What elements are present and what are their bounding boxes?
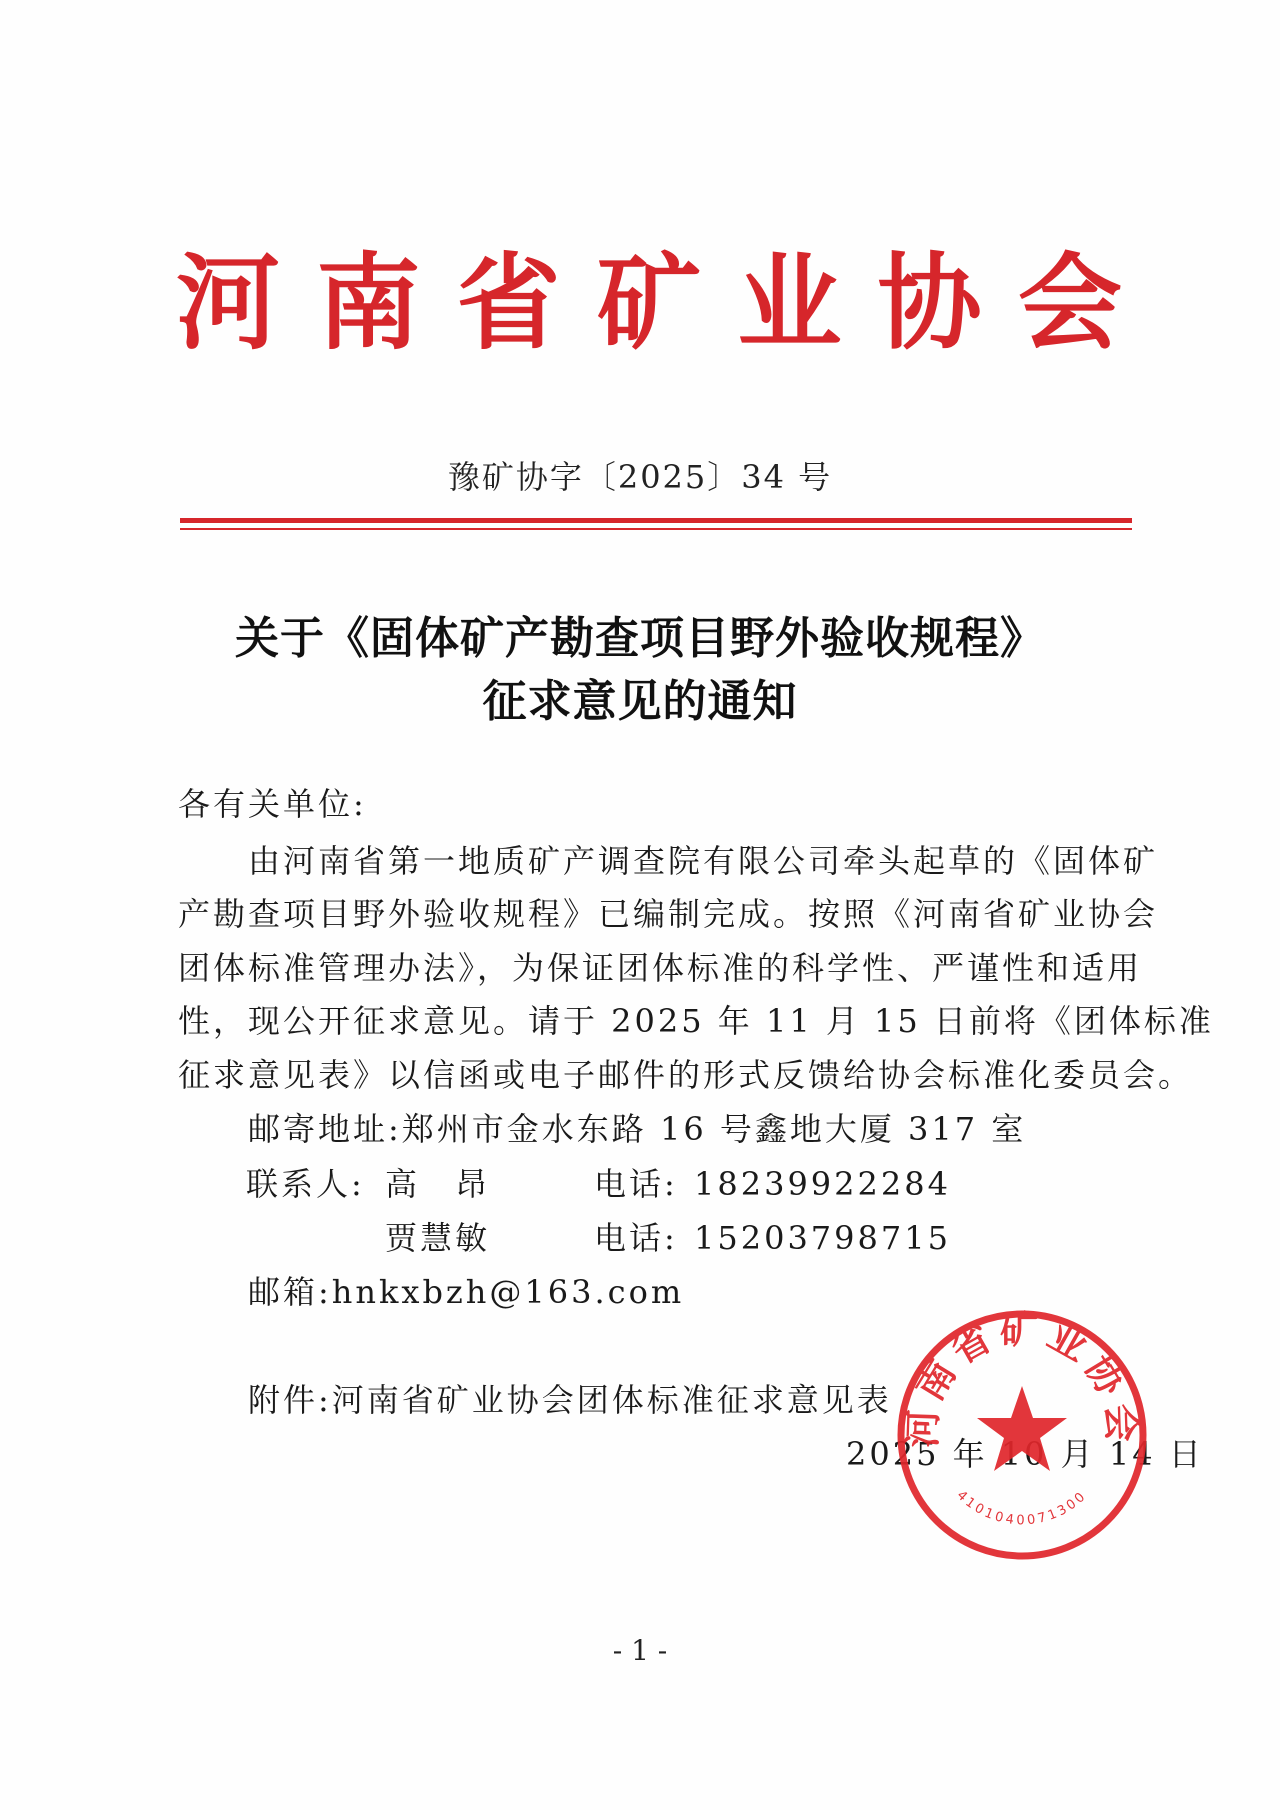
paragraph-line: 征求意见表》以信函或电子邮件的形式反馈给协会标准化委员会。 [178, 1056, 1194, 1094]
title-line-2: 征求意见的通知 [482, 676, 798, 727]
salutation: 各有关单位: [178, 785, 367, 823]
title-line-1: 关于《固体矿产勘查项目野外验收规程》 [235, 613, 1045, 664]
contact-label: 联系人: [246, 1165, 365, 1203]
letterhead-char: 协 [877, 241, 982, 364]
page-number: - 1 - [612, 1634, 668, 1667]
paragraph-line: 产勘查项目野外验收规程》已编制完成。按照《河南省矿业协会 [178, 895, 1159, 933]
letterhead-char: 南 [316, 241, 421, 364]
document-number: 豫矿协字〔2025〕34 号 [447, 458, 833, 496]
seal-code: 4101040071300 [953, 1488, 1091, 1529]
letterhead-char: 矿 [596, 241, 701, 364]
letterhead-char: 省 [456, 241, 561, 364]
letterhead-char: 业 [737, 241, 842, 364]
seal-text: 河南省矿业协会 [899, 1308, 1145, 1449]
contact-name-1: 高 昂 [385, 1165, 491, 1203]
paragraph-line: 性，现公开征求意见。请于 2025 年 11 月 15 日前将《团体标准 [178, 1002, 1214, 1040]
letterhead-char: 河 [176, 241, 281, 364]
contact-phone-label-1: 电话: [594, 1165, 678, 1203]
email: 邮箱:hnkxbzh@163.com [178, 1273, 685, 1311]
letterhead-char: 会 [1017, 241, 1122, 364]
red-rule-thick [180, 518, 1132, 523]
letterhead [176, 241, 1122, 364]
contact-phone-2: 15203798715 [694, 1219, 951, 1257]
attachment: 附件:河南省矿业协会团体标准征求意见表 [178, 1381, 892, 1419]
contact-name-2: 贾慧敏 [385, 1219, 491, 1257]
contact-phone-1: 18239922284 [694, 1165, 951, 1203]
paragraph-line: 团体标准管理办法》，为保证团体标准的科学性、严谨性和适用 [178, 949, 1143, 987]
mailing-address: 邮寄地址:郑州市金水东路 16 号鑫地大厦 317 室 [178, 1110, 1027, 1148]
official-seal-icon [895, 1308, 1149, 1562]
red-rule-thin [180, 528, 1132, 530]
issue-date: 2025 年 10 月 14 日 [846, 1435, 1204, 1473]
svg-text:4101040071300 [954, 1488, 1091, 1528]
paragraph-line: 由河南省第一地质矿产调查院有限公司牵头起草的《固体矿 [178, 842, 1159, 880]
contact-phone-label-2: 电话: [594, 1219, 678, 1257]
